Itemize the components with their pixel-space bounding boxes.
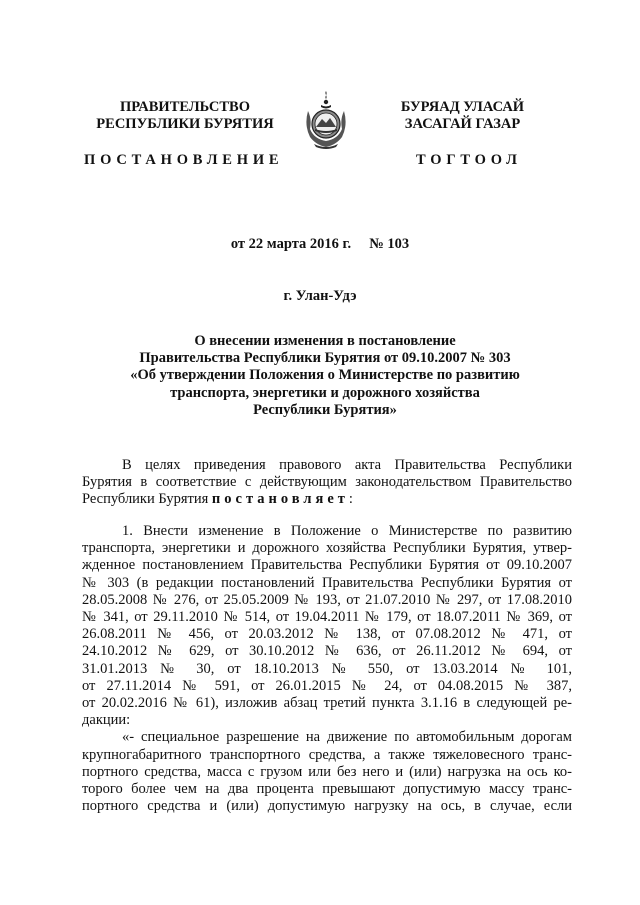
- date-line: от 22 марта 2016 г. № 103: [230, 236, 410, 252]
- city-line: г. Улан-Удэ: [283, 288, 357, 304]
- body-line: В целях приведения правового акта Правительства Республики: [122, 457, 572, 473]
- body-line: от 27.11.2014 № 591, от 26.01.2015 № 24, от 04.08.2015 № 387,: [82, 677, 572, 694]
- body-line: крупногабаритного транспортного средства, а также тяжеловесного транс-: [82, 746, 572, 763]
- header-right-line1: БУРЯАД УЛАСАЙ: [400, 99, 525, 115]
- coat-of-arms-icon: [300, 89, 352, 151]
- body-line-decree: [82, 491, 572, 508]
- body-line: торого более чем на два процента превышают допустимую массу транс-: [82, 781, 572, 798]
- header-left-block: [80, 99, 290, 133]
- body-line: дакции:: [82, 712, 131, 729]
- decree-prefix: Республики Бурятия: [82, 491, 212, 508]
- decree-word: постановляет: [211, 491, 349, 508]
- body-line: портного средства и (или) допустимую нагрузку на ось, в случае, если: [82, 798, 572, 815]
- body-line: от 20.02.2016 № 61), изложив абзац третий пункта 3.1.16 в следующей ре-: [82, 695, 572, 712]
- doc-type-left: ПОСТАНОВЛЕНИЕ: [84, 152, 284, 168]
- amendment-paragraph: [82, 523, 572, 815]
- body-line: 31.01.2013 № 30, от 18.10.2013 № 550, от 13.03.2014 № 101,: [82, 660, 572, 677]
- preamble-paragraph: [82, 457, 572, 509]
- header-right-line2: ЗАСАГАЙ ГАЗАР: [404, 116, 521, 132]
- body-line: № 303 (в редакции постановлений Правительства Республики Бурятия от: [82, 574, 572, 591]
- body-line: 24.10.2012 № 629, от 30.10.2012 № 636, от 26.11.2012 № 694, от: [82, 643, 572, 660]
- body-line: Бурятия в соответствие с действующим законодательством Правительство: [82, 474, 572, 491]
- title-line: Правительства Республики Бурятия от 09.10.2007 № 303: [139, 350, 511, 367]
- decree-suffix: :: [348, 491, 353, 508]
- title-line: транспорта, энергетики и дорожного хозяйства: [170, 384, 480, 401]
- body-line: транспорта, энергетики и дорожного хозяйства Республики Бурятия, утвер-: [82, 540, 572, 557]
- doc-type-right: ТОГТООЛ: [416, 152, 522, 168]
- body-line: портного средства, масса с грузом или без него и (или) нагрузка на ось ко-: [82, 763, 572, 780]
- title-line: Республики Бурятия»: [253, 401, 397, 418]
- title-line: О внесении изменения в постановление: [194, 333, 456, 349]
- body-line: «- специальное разрешение на движение по автомобильным дорогам: [122, 729, 572, 746]
- body-line: № 341, от 29.11.2010 № 514, от 19.04.2011 № 179, от 18.07.2011 № 369, от: [82, 609, 572, 626]
- title-line: «Об утверждении Положения о Министерстве по развитию: [130, 367, 520, 384]
- header-left-line2: РЕСПУБЛИКИ БУРЯТИЯ: [96, 116, 274, 132]
- body-line: 28.05.2008 № 276, от 25.05.2009 № 193, от 21.07.2010 № 297, от 17.08.2010: [82, 591, 572, 608]
- body-line: жденное постановлением Правительства Республики Бурятия от 09.10.2007: [82, 557, 572, 574]
- document-title: [90, 333, 560, 419]
- body-line: 26.08.2011 № 456, от 20.03.2012 № 138, от 07.08.2012 № 471, от: [82, 626, 572, 643]
- header-left-line1: ПРАВИТЕЛЬСТВО: [120, 99, 250, 115]
- body-line: 1. Внести изменение в Положение о Министерстве по развитию: [122, 523, 572, 539]
- header-right-block: [355, 99, 570, 133]
